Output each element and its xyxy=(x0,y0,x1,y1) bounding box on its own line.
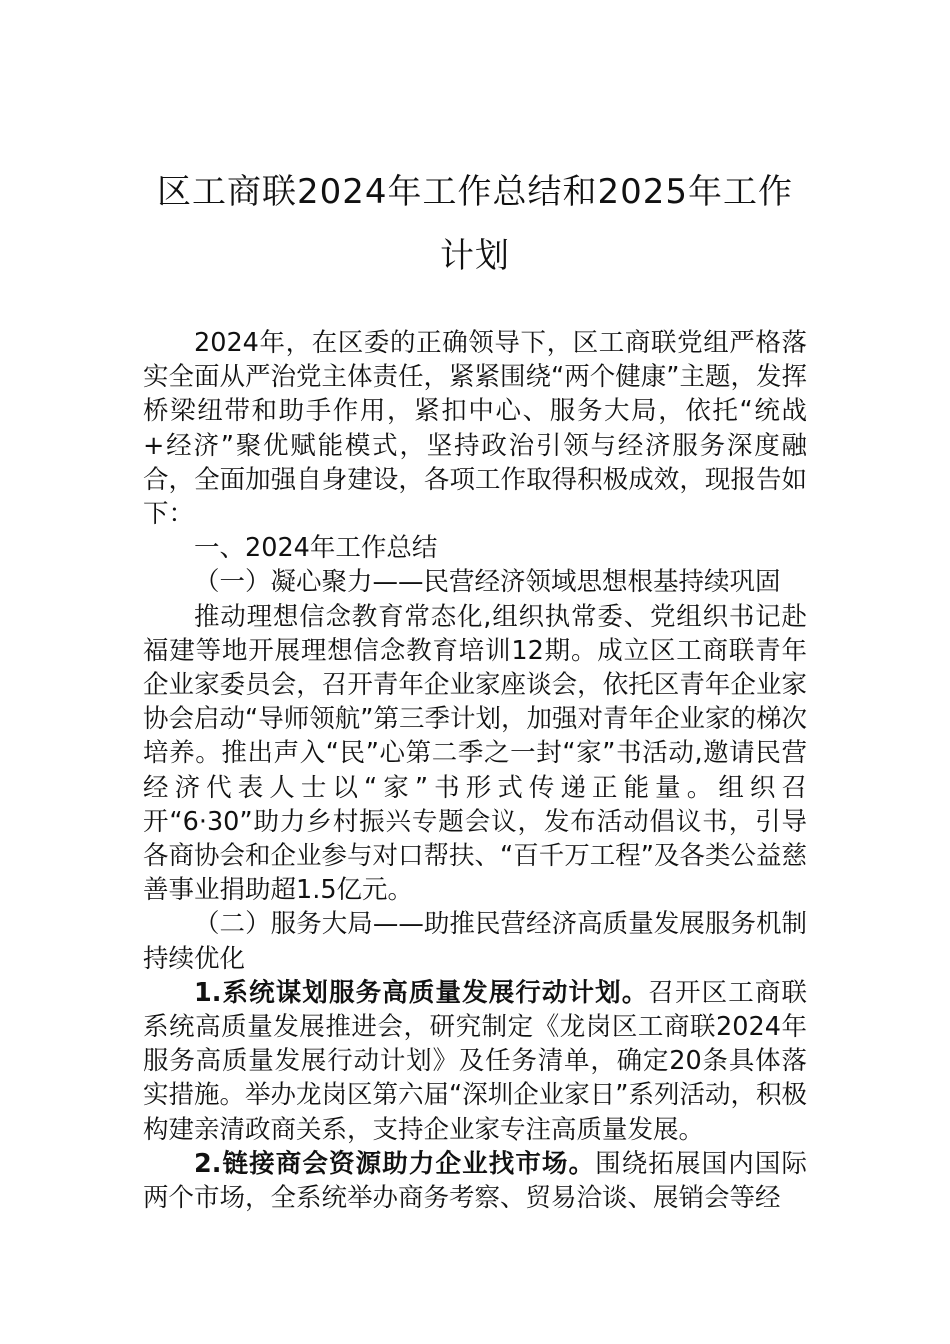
subsection-heading-2: （二）服务大局——助推民营经济高质量发展服务机制持续优化 xyxy=(143,909,807,974)
subsection-paragraph-1: 推动理想信念教育常态化,组织执常委、党组织书记赴福建等地开展理想信念教育培训12期。成立区工商联青年企业家委员会，召开青年企业家座谈会，依托区青年企业家协会启动“导师领航”第三季计划，加强对青年企业家的梯次培养。推出声入“民”心第二季之一封“家”书活动,邀请民营经济代表人士以“家”书形式传递正能量。组织召开“6·30”助力乡村振兴专题会议，发布活动倡议书，引导各商协会和企业参与对口帮扶、“百千万工程”及各类公益慈善事业捐助超1.5亿元。 xyxy=(143,601,807,906)
document-title: 区工商联2024年工作总结和2025年工作计划 xyxy=(156,172,794,276)
subsection-heading-1: （一）凝心聚力——民营经济领域思想根基持续巩固 xyxy=(194,567,781,598)
item-1-lead: 1.系统谋划服务高质量发展行动计划。 xyxy=(194,977,649,1008)
item-2-lead: 2.链接商会资源助力企业找市场。 xyxy=(194,1148,596,1179)
item-paragraph-1 xyxy=(143,976,807,1147)
intro-paragraph: 2024年，在区委的正确领导下，区工商联党组严格落实全面从严治党主体责任，紧紧围绕“两个健康”主题，发挥桥梁纽带和助手作用，紧扣中心、服务大局，依托“统战+经济”聚优赋能模式，坚持政治引领与经济服务深度融合，全面加强自身建设，各项工作取得积极成效，现报告如下： xyxy=(143,328,807,530)
item-2-text: 围绕拓展国内国际两个市场，全系统举办商务考察、贸易洽谈、展销会等经 xyxy=(143,1148,807,1214)
document-body xyxy=(143,326,807,1215)
item-1-text: 召开区工商联系统高质量发展推进会，研究制定《龙岗区工商联2024年服务高质量发展行动计划》及任务清单，确定20条具体落实措施。举办龙岗区第六届“深圳企业家日”系列活动，积极构建亲清政商关系，支持企业家专注高质量发展。 xyxy=(143,977,807,1145)
section-heading: 一、2024年工作总结 xyxy=(194,533,438,564)
item-paragraph-2 xyxy=(143,1147,807,1215)
